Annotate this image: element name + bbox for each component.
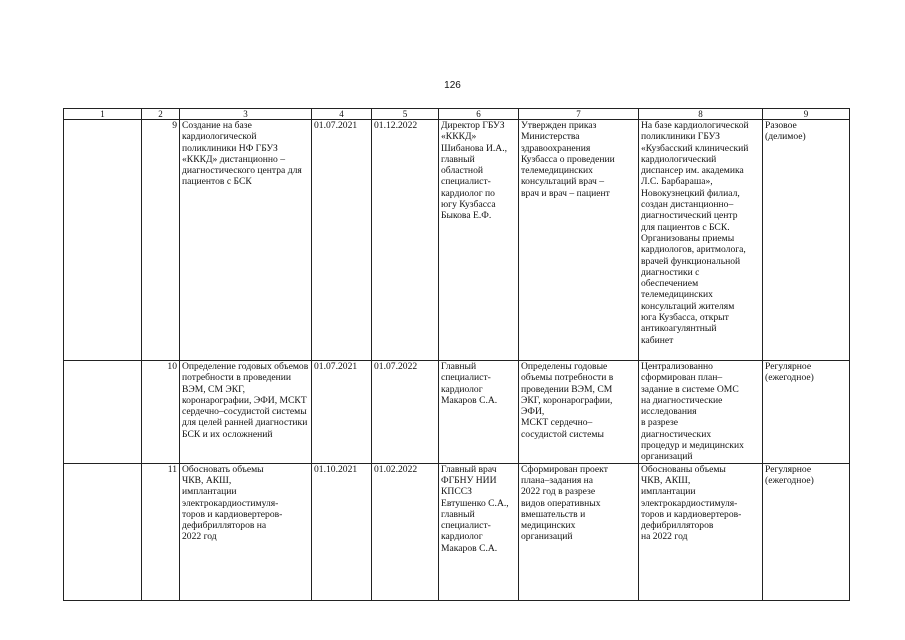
column-number: 1 [64, 109, 142, 120]
column-number: 8 [639, 109, 763, 120]
responsible-cell: Главный специалист- кардиолог Макаров С.А. [439, 361, 519, 464]
column-number: 3 [180, 109, 312, 120]
column-number: 9 [763, 109, 850, 120]
result-cell: Обоснованы объемы ЧКВ, АКШ, имплантации электрокардиостимуля- торов и кардиовертеров- дефибрилляторов на 2022 год [639, 463, 763, 600]
page-number: 126 [444, 80, 461, 91]
type-cell: Разовое (делимое) [763, 120, 850, 361]
table-row [64, 361, 850, 464]
column-number-row [64, 109, 850, 120]
row-number: 11 [142, 463, 180, 600]
characteristic-cell: Утвержден приказ Министерства здравоохранения Кузбасса о проведении телемедицинских консультаций врач – врач и врач – пациент [519, 120, 639, 361]
row-number: 9 [142, 120, 180, 361]
end-date-cell: 01.02.2022 [372, 463, 439, 600]
row-cell-1 [64, 361, 142, 464]
start-date-cell: 01.07.2021 [312, 361, 372, 464]
event-cell: Создание на базе кардиологической поликлиники НФ ГБУЗ «КККД» дистанционно – диагностического центра для пациентов с БСК [180, 120, 312, 361]
row-cell-1 [64, 463, 142, 600]
result-cell: Централизованно сформирован план– задание в системе ОМС на диагностические исследования в разрезе диагностических процедур и медицинских организаций [639, 361, 763, 464]
table-row [64, 463, 850, 600]
column-number: 5 [372, 109, 439, 120]
characteristic-cell: Определены годовые объемы потребности в проведении ВЭМ, СМ ЭКГ, коронарографии, ЭФИ, МСКТ сердечно– сосудистой системы [519, 361, 639, 464]
table-row [64, 120, 850, 361]
column-number: 7 [519, 109, 639, 120]
type-cell: Регулярное (ежегодное) [763, 463, 850, 600]
event-cell: Обосновать объемы ЧКВ, АКШ, имплантации электрокардиостимуля- торов и кардиовертеров- дефибрилляторов на 2022 год [180, 463, 312, 600]
characteristic-cell: Сформирован проект плана–задания на 2022 год в разрезе видов оперативных вмешательств и медицинских организаций [519, 463, 639, 600]
type-cell: Регулярное (ежегодное) [763, 361, 850, 464]
row-number: 10 [142, 361, 180, 464]
responsible-cell: Директор ГБУЗ «КККД» Шибанова И.А., главный областной специалист- кардиолог по югу Кузбасса Быкова Е.Ф. [439, 120, 519, 361]
start-date-cell: 01.10.2021 [312, 463, 372, 600]
event-cell: Определение годовых объемов потребности в проведении ВЭМ, СМ ЭКГ, коронарографии, ЭФИ, МСКТ сердечно–сосудистой системы для целей ранней диагностики БСК и их осложнений [180, 361, 312, 464]
column-number: 2 [142, 109, 180, 120]
result-cell: На базе кардиологической поликлиники ГБУЗ «Кузбасский клинический кардиологический диспансер им. академика Л.С. Барбараша», Новокузнецкий филиал, создан дистанционно– диагностический центр для пациентов с БСК. Организованы приемы кардиологов, аритмолога, врачей функциональной диагностики с обеспечением телемедицинских консультаций жителям юга Кузбасса, открыт антикоагулянтный кабинет [639, 120, 763, 361]
end-date-cell: 01.12.2022 [372, 120, 439, 361]
end-date-cell: 01.07.2022 [372, 361, 439, 464]
column-number: 6 [439, 109, 519, 120]
column-number: 4 [312, 109, 372, 120]
responsible-cell: Главный врач ФГБНУ НИИ КПССЗ Евтушенко С.А., главный специалист- кардиолог Макаров С.А. [439, 463, 519, 600]
start-date-cell: 01.07.2021 [312, 120, 372, 361]
measures-table [63, 108, 850, 601]
row-cell-1 [64, 120, 142, 361]
